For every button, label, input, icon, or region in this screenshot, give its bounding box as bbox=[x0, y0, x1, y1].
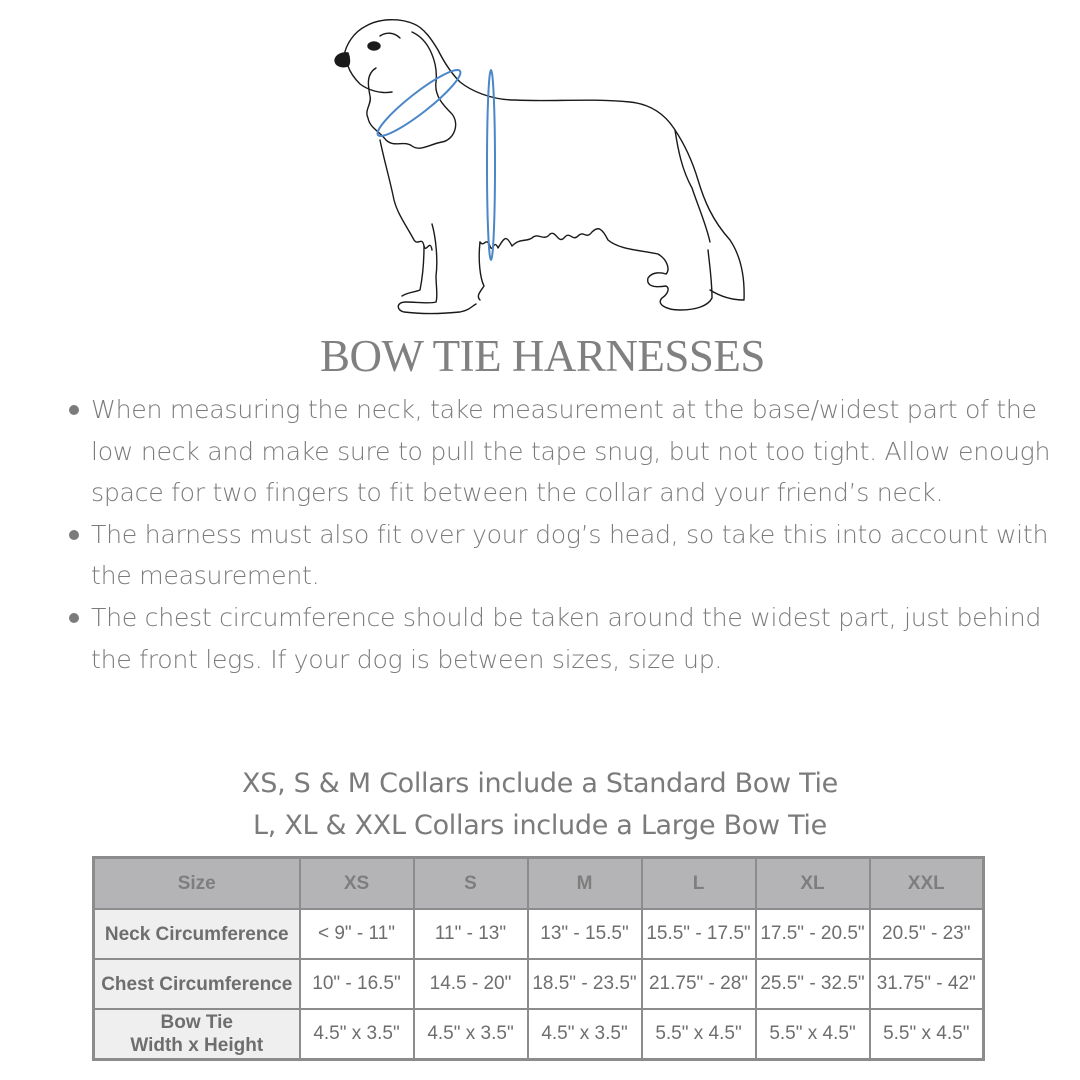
large-bow-tie-note: L, XL & XXL Collars include a Large Bow Tie bbox=[253, 810, 827, 841]
standard-bow-tie-note: XS, S & M Collars include a Standard Bow Tie bbox=[242, 768, 838, 799]
table-cell: 17.5" - 20.5" bbox=[756, 909, 870, 959]
chest-measure-loop bbox=[487, 70, 495, 260]
header-cell: L bbox=[642, 858, 756, 910]
header-cell-size: Size bbox=[94, 858, 300, 910]
table-cell: < 9" - 11" bbox=[300, 909, 414, 959]
table-cell: 5.5" x 4.5" bbox=[756, 1009, 870, 1060]
table-row-chest bbox=[94, 959, 984, 1009]
table-cell: 5.5" x 4.5" bbox=[870, 1009, 984, 1060]
instruction-item bbox=[66, 389, 1056, 514]
table-cell: 18.5" - 23.5" bbox=[528, 959, 642, 1009]
dog-measurement-illustration bbox=[320, 10, 760, 320]
instruction-item bbox=[66, 597, 1056, 680]
instruction-item bbox=[66, 514, 1056, 597]
row-label: Chest Circumference bbox=[94, 959, 300, 1009]
header-cell: XS bbox=[300, 858, 414, 910]
row-label-line: Width x Height bbox=[130, 1035, 264, 1056]
bullet-icon bbox=[69, 613, 79, 623]
header-cell: XXL bbox=[870, 858, 984, 910]
instructions-list bbox=[66, 389, 1056, 680]
bullet-icon bbox=[69, 405, 79, 415]
instruction-text: The harness must also fit over your dog’s head, so take this into account with the measurement. bbox=[91, 519, 1049, 591]
neck-measure-loop bbox=[372, 63, 466, 143]
table-cell: 4.5" x 3.5" bbox=[414, 1009, 528, 1060]
instruction-text: The chest circumference should be taken around the widest part, just behind the front legs. If your dog is between sizes, size up. bbox=[91, 602, 1042, 674]
size-chart-table bbox=[92, 856, 985, 1061]
header-cell: M bbox=[528, 858, 642, 910]
instruction-text: When measuring the neck, take measurement at the base/widest part of the low neck and make sure to pull the tape snug, but not too tight. Allow enough space for two fingers to fit between the collar and your friend’s neck. bbox=[91, 395, 1051, 508]
row-label: Neck Circumference bbox=[94, 909, 300, 959]
page-title: BOW TIE HARNESSES bbox=[320, 331, 765, 381]
table-cell: 15.5" - 17.5" bbox=[642, 909, 756, 959]
table-cell: 21.75" - 28" bbox=[642, 959, 756, 1009]
table-row-neck bbox=[94, 909, 984, 959]
table-cell: 20.5" - 23" bbox=[870, 909, 984, 959]
row-label bbox=[94, 1009, 300, 1060]
row-label-line: Bow Tie bbox=[160, 1012, 233, 1033]
table-header-row bbox=[94, 858, 984, 910]
dog-outline bbox=[335, 20, 744, 314]
header-cell: XL bbox=[756, 858, 870, 910]
table-cell: 14.5 - 20" bbox=[414, 959, 528, 1009]
table-cell: 4.5" x 3.5" bbox=[300, 1009, 414, 1060]
table-cell: 13" - 15.5" bbox=[528, 909, 642, 959]
bullet-icon bbox=[69, 530, 79, 540]
table-cell: 5.5" x 4.5" bbox=[642, 1009, 756, 1060]
table-row-bow-tie bbox=[94, 1009, 984, 1060]
table-cell: 25.5" - 32.5" bbox=[756, 959, 870, 1009]
header-cell: S bbox=[414, 858, 528, 910]
table-cell: 31.75" - 42" bbox=[870, 959, 984, 1009]
table-cell: 11" - 13" bbox=[414, 909, 528, 959]
table-cell: 4.5" x 3.5" bbox=[528, 1009, 642, 1060]
table-cell: 10" - 16.5" bbox=[300, 959, 414, 1009]
